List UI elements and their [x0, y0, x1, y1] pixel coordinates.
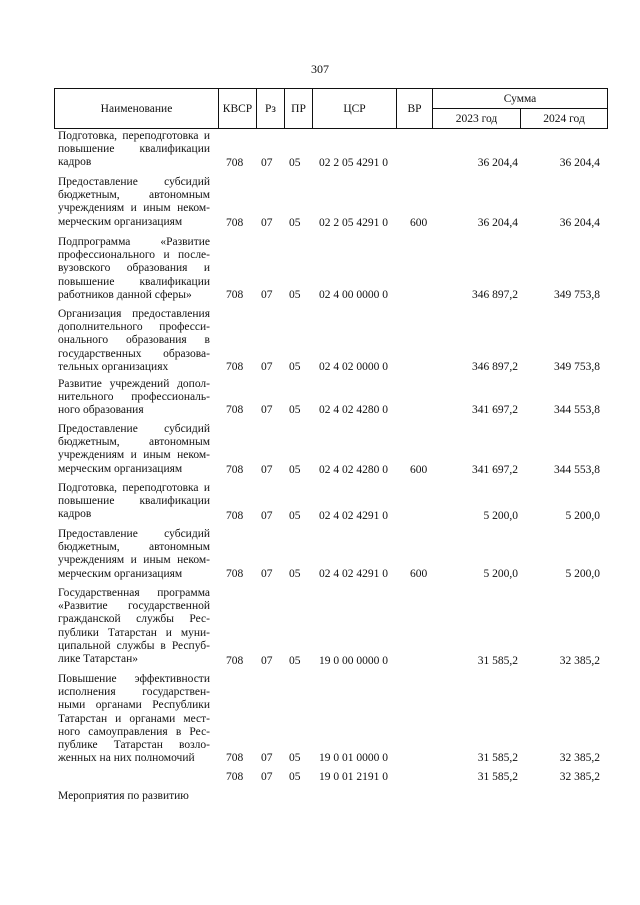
header-csr: ЦСР [313, 89, 397, 129]
row-name: Предоставление субсидий бюджетным, автономным учреждениям и иным неком-мерческим организациям [58, 423, 210, 475]
cell-s2024: 349 753,8 [554, 361, 600, 373]
cell-s2024: 344 553,8 [554, 464, 600, 476]
cell-pr: 05 [289, 157, 301, 169]
cell-rz: 07 [261, 361, 273, 373]
cell-vr: 600 [410, 217, 428, 229]
page-number: 307 [311, 62, 329, 76]
cell-s2024: 32 385,2 [559, 771, 600, 783]
cell-rz: 07 [261, 217, 273, 229]
header-year-2023: 2023 год [433, 109, 521, 129]
row-name: Мероприятия по развитию [58, 790, 189, 802]
row-name: Предоставление субсидий бюджетным, автономным учреждениям и иным неком-мерческим организациям [58, 528, 210, 580]
cell-pr: 05 [289, 217, 301, 229]
cell-rz: 07 [261, 568, 273, 580]
cell-kvsr: 708 [226, 752, 244, 764]
cell-s2024: 32 385,2 [559, 655, 600, 667]
cell-csr: 02 4 02 4291 0 [319, 510, 388, 522]
cell-pr: 05 [289, 464, 301, 476]
cell-s2024: 36 204,4 [559, 217, 600, 229]
cell-s2023: 341 697,2 [472, 404, 518, 416]
cell-vr: 600 [410, 568, 428, 580]
cell-rz: 07 [261, 464, 273, 476]
cell-pr: 05 [289, 361, 301, 373]
row-name: Развитие учреждений допол-нительного профессиональ-ного образования [58, 378, 210, 417]
cell-kvsr: 708 [226, 510, 244, 522]
cell-s2024: 5 200,0 [565, 568, 600, 580]
cell-s2023: 31 585,2 [477, 771, 518, 783]
cell-kvsr: 708 [226, 217, 244, 229]
header-year-2024: 2024 год [521, 109, 608, 129]
header-name: Наименование [55, 89, 219, 129]
cell-csr: 02 2 05 4291 0 [319, 217, 388, 229]
cell-kvsr: 708 [226, 404, 244, 416]
cell-csr: 02 4 02 4280 0 [319, 404, 388, 416]
cell-csr: 19 0 01 2191 0 [319, 771, 388, 783]
row-name: Повышение эффективности исполнения государствен-ными органами Республики Татарстан и органами мест-ного самоуправления в Рес-публике Татарстан возло-женных на них полномочий [58, 673, 210, 765]
cell-s2024: 5 200,0 [565, 510, 600, 522]
cell-pr: 05 [289, 655, 301, 667]
cell-s2023: 36 204,4 [477, 217, 518, 229]
cell-s2023: 346 897,2 [472, 289, 518, 301]
row-name: Подготовка, переподготовка и повышение квалификации кадров [58, 130, 210, 169]
cell-vr: 600 [410, 464, 428, 476]
row-name: Подпрограмма «Развитие профессионального и после-вузовского образования и повышение квалификации работников данной сферы» [58, 236, 210, 301]
cell-csr: 02 4 02 0000 0 [319, 361, 388, 373]
header-kvsr: КВСР [219, 89, 257, 129]
cell-kvsr: 708 [226, 568, 244, 580]
cell-csr: 02 2 05 4291 0 [319, 157, 388, 169]
header-rz: Рз [257, 89, 285, 129]
cell-s2024: 32 385,2 [559, 752, 600, 764]
cell-kvsr: 708 [226, 157, 244, 169]
cell-s2023: 5 200,0 [483, 510, 518, 522]
cell-pr: 05 [289, 510, 301, 522]
cell-kvsr: 708 [226, 771, 244, 783]
row-name: Подготовка, переподготовка и повышение квалификации кадров [58, 482, 210, 521]
cell-csr: 19 0 01 0000 0 [319, 752, 388, 764]
row-name: Государственная программа «Развитие государственной гражданской службы Рес-публики Татарстан и муни-ципальной службы в Респуб-лике Татарстан» [58, 587, 210, 666]
cell-s2023: 346 897,2 [472, 361, 518, 373]
cell-rz: 07 [261, 404, 273, 416]
cell-s2023: 341 697,2 [472, 464, 518, 476]
cell-kvsr: 708 [226, 361, 244, 373]
cell-pr: 05 [289, 404, 301, 416]
cell-csr: 02 4 00 0000 0 [319, 289, 388, 301]
cell-rz: 07 [261, 752, 273, 764]
cell-rz: 07 [261, 655, 273, 667]
cell-s2023: 31 585,2 [477, 655, 518, 667]
cell-kvsr: 708 [226, 464, 244, 476]
cell-rz: 07 [261, 771, 273, 783]
cell-pr: 05 [289, 771, 301, 783]
cell-s2023: 31 585,2 [477, 752, 518, 764]
cell-s2023: 36 204,4 [477, 157, 518, 169]
cell-s2024: 36 204,4 [559, 157, 600, 169]
cell-s2023: 5 200,0 [483, 568, 518, 580]
cell-pr: 05 [289, 752, 301, 764]
row-name: Предоставление субсидий бюджетным, автономным учреждениям и иным неком-мерческим организациям [58, 176, 210, 228]
header-sum: Сумма [433, 89, 608, 109]
cell-kvsr: 708 [226, 289, 244, 301]
cell-rz: 07 [261, 510, 273, 522]
cell-pr: 05 [289, 568, 301, 580]
cell-s2024: 349 753,8 [554, 289, 600, 301]
cell-csr: 02 4 02 4291 0 [319, 568, 388, 580]
header-vr: ВР [397, 89, 433, 129]
cell-csr: 02 4 02 4280 0 [319, 464, 388, 476]
row-name: Организация предоставления дополнительного професси-онального образования в государственных образова-тельных организациях [58, 308, 210, 373]
cell-s2024: 344 553,8 [554, 404, 600, 416]
cell-rz: 07 [261, 289, 273, 301]
header-pr: ПР [285, 89, 313, 129]
cell-pr: 05 [289, 289, 301, 301]
cell-csr: 19 0 00 0000 0 [319, 655, 388, 667]
cell-kvsr: 708 [226, 655, 244, 667]
cell-rz: 07 [261, 157, 273, 169]
